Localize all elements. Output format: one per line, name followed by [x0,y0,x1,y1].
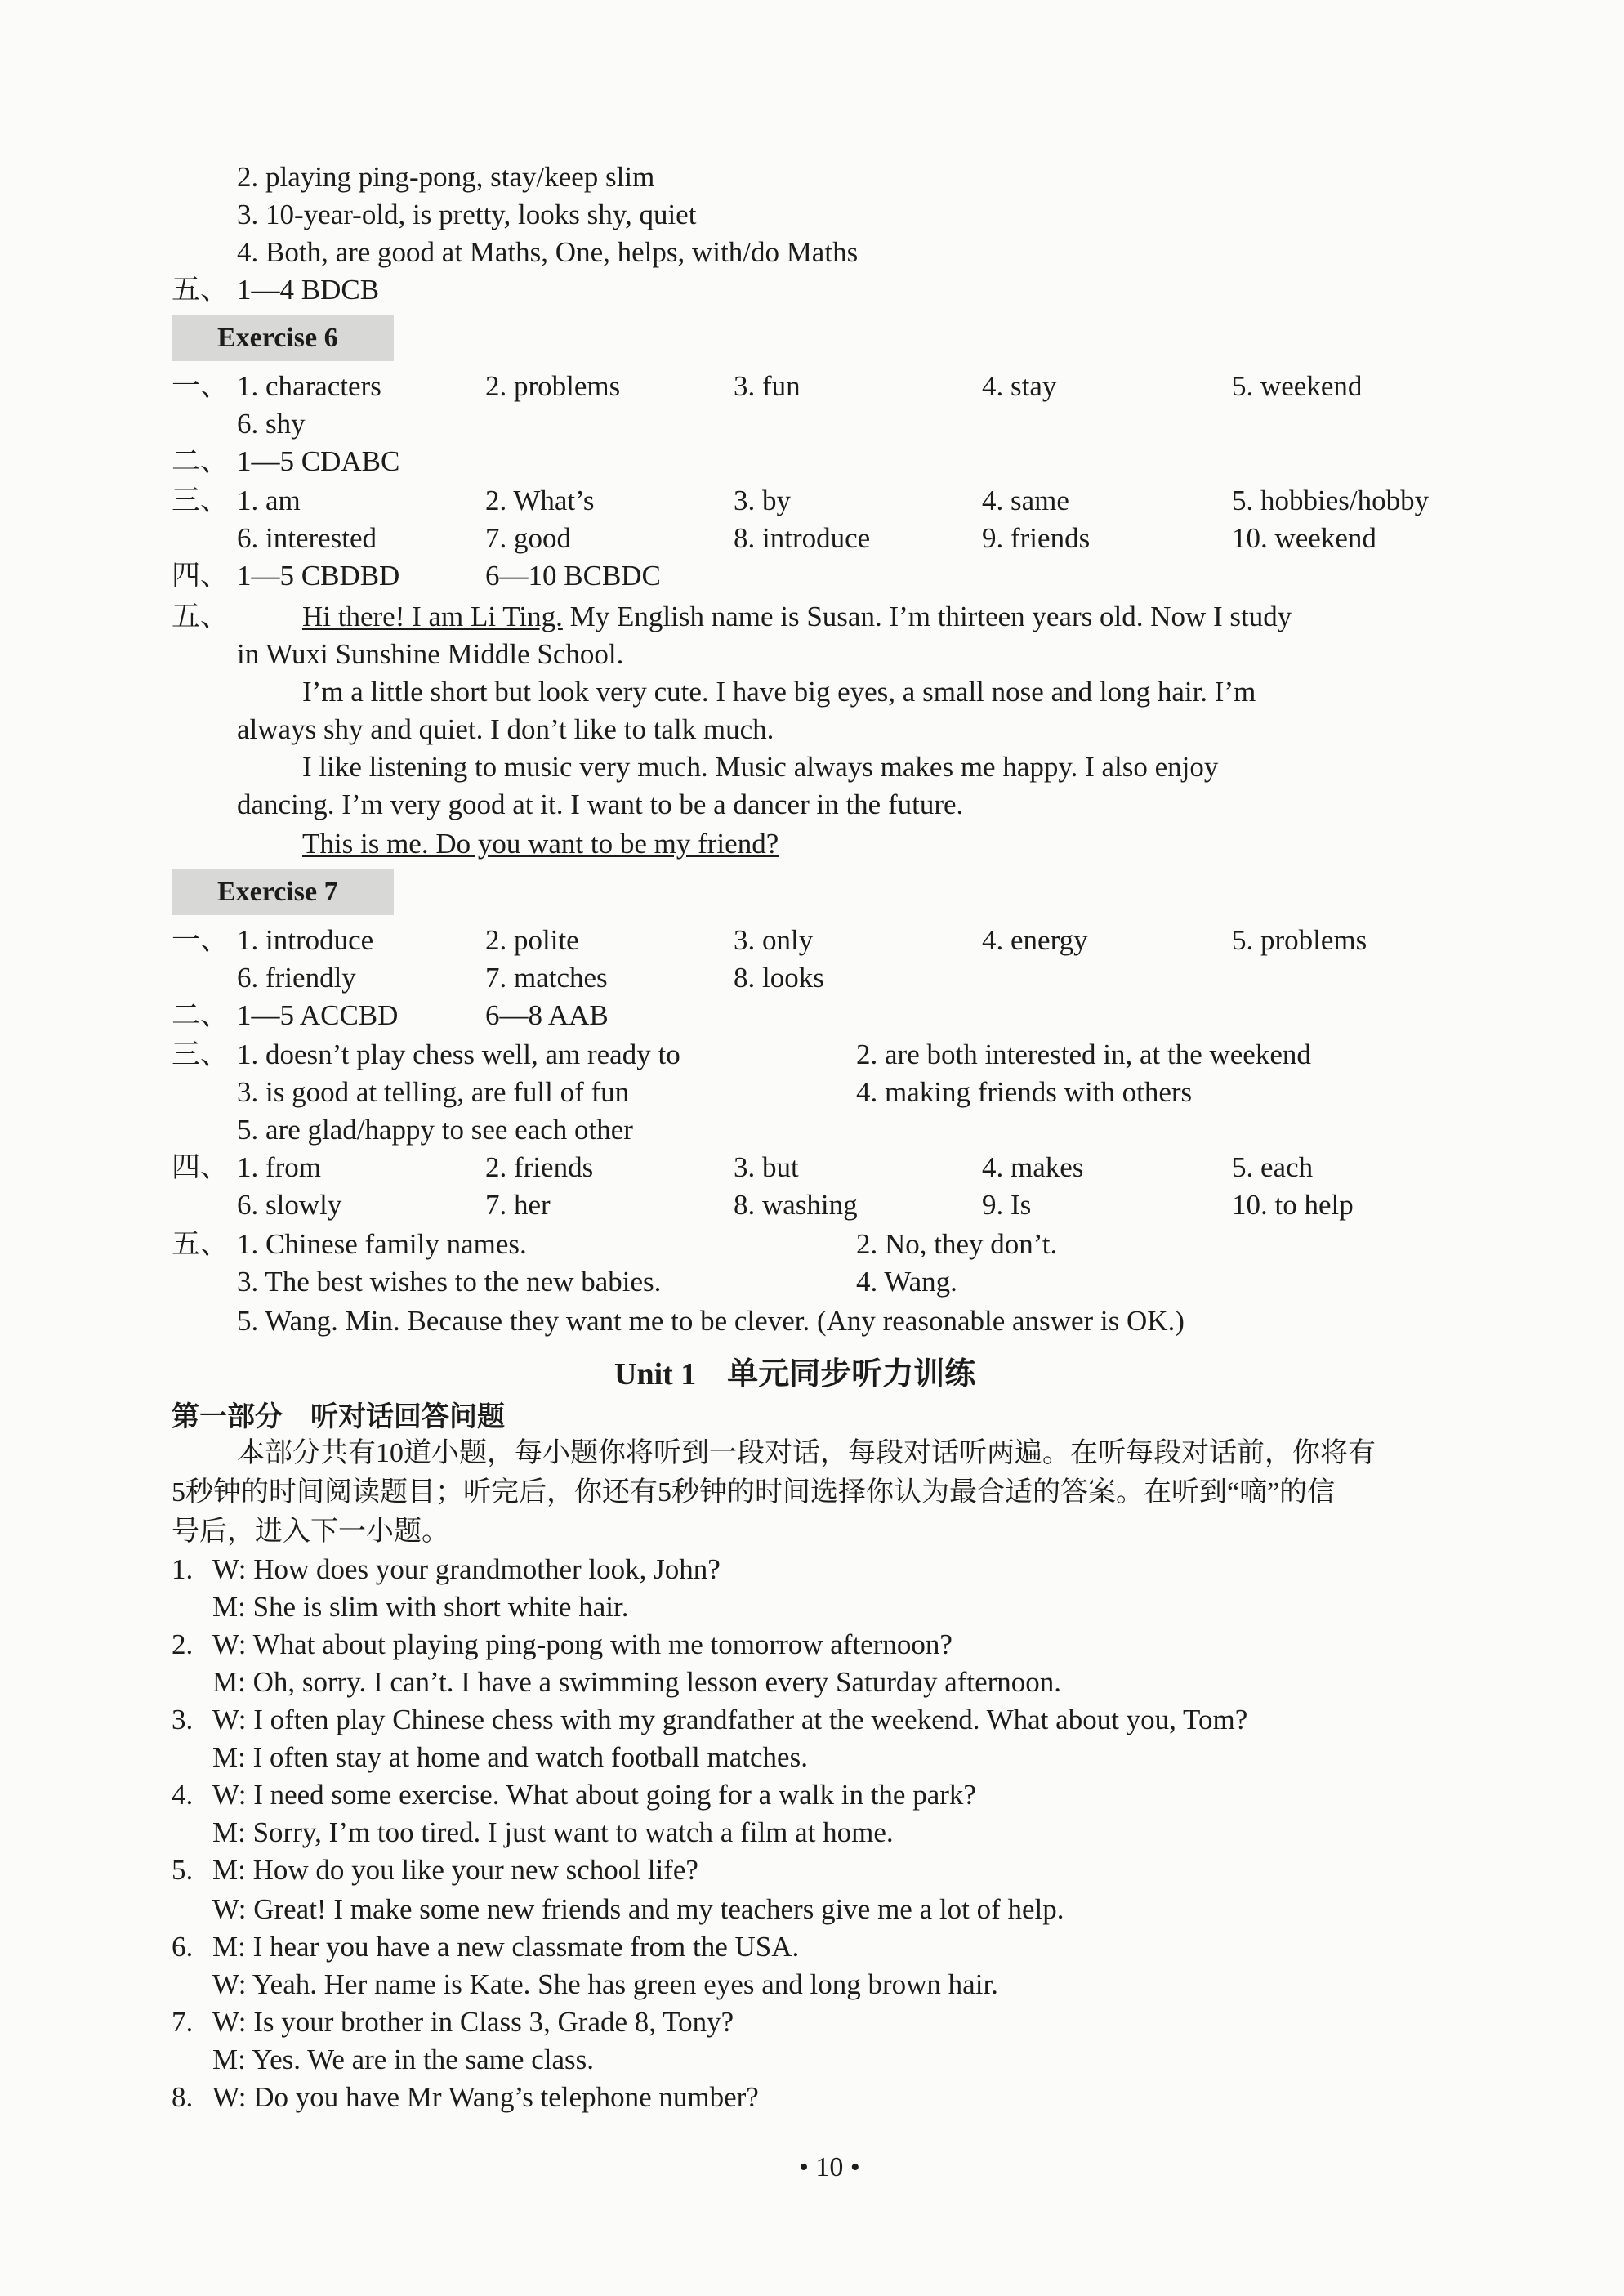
dialog-line: W: I need some exercise. What about going for a walk in the park? [212,1779,976,1811]
section-mark: 五、 [172,1228,230,1260]
answer: 8. looks [734,962,824,994]
answer: 4. energy [982,924,1088,956]
section-mark: 一、 [172,924,230,956]
answer: 1—4 BDCB [237,274,380,306]
answer: 9. friends [982,522,1091,554]
answer: 2. are both interested in, at the weekend [856,1039,1311,1070]
ex6-section-1-row-2: 6. shy [237,408,306,440]
section-mark: 四、 [172,1151,230,1183]
answer: 6—10 BCBDC [485,560,661,592]
answer: 2. polite [485,924,579,956]
page-number: • 10 • [799,2152,860,2182]
dialog-2-reply: M: Oh, sorry. I can’t. I have a swimming lesson every Saturday afternoon. [212,1666,1062,1698]
answer: 1—5 CDABC [237,445,400,477]
answer: 3. by [734,485,791,516]
unit-title: Unit 1 单元同步听力训练 [614,1357,976,1391]
section-mark: 一、 [172,370,230,402]
dialog-line: W: What about playing ping-pong with me tomorrow afternoon? [212,1628,953,1660]
answer: 1—5 CBDBD [237,560,400,592]
ex6-essay-line-5: I like listening to music very much. Music always makes me happy. I also enjoy [302,751,1219,783]
answer: 1. am [237,485,301,516]
dialog-7-reply: M: Yes. We are in the same class. [212,2044,595,2075]
ex6-essay-closing: This is me. Do you want to be my friend? [302,828,779,860]
dialog-number: 6. [172,1931,194,1963]
dialog-number: 4. [172,1779,194,1811]
intro-line-2: 5秒钟的时间阅读题目；听完后，你还有5秒钟的时间选择你认为最合适的答案。在听到“嘀”的信 [172,1477,1336,1508]
dialog-line: M: I hear you have a new classmate from the USA. [212,1931,800,1963]
ex7-section-5-row-3: 5. Wang. Min. Because they want me to be clever. (Any reasonable answer is OK.) [237,1305,1185,1337]
exercise-7-header: Exercise 7 [172,869,394,915]
ex6-essay-line-2: in Wuxi Sunshine Middle School. [237,638,624,670]
dialog-number: 5. [172,1854,194,1886]
prev-line-4: 4. Both, are good at Maths, One, helps, with/do Maths [237,236,859,268]
answer: 6—8 AAB [485,999,609,1031]
answer: 2. problems [485,370,621,402]
answer: 4. Wang. [856,1266,957,1298]
intro-line-1: 本部分共有10道小题，每小题你将听到一段对话，每段对话听两遍。在听每段对话前，你将有 [237,1438,1376,1468]
answer: 1. introduce [237,924,374,956]
dialog-3-reply: M: I often stay at home and watch football matches. [212,1741,808,1773]
answer: 4. makes [982,1151,1084,1183]
section-mark: 三、 [172,485,230,516]
dialog-number: 8. [172,2081,194,2113]
dialog-number: 1. [172,1553,194,1585]
answer: 1—5 ACCBD [237,999,399,1031]
essay-opening: Hi there! I am Li Ting. [302,601,563,632]
section-mark: 五、 [172,274,230,306]
dialog-line: W: Is your brother in Class 3, Grade 8, Tony? [212,2006,734,2038]
ex6-essay-line-4: always shy and quiet. I don’t like to talk much. [237,713,774,745]
dialog-line: W: How does your grandmother look, John? [212,1553,721,1585]
answer: 10. to help [1232,1189,1354,1221]
answer: 3. The best wishes to the new babies. [237,1266,662,1298]
dialog-line: W: I often play Chinese chess with my grandfather at the weekend. What about you, Tom? [212,1704,1248,1735]
prev-line-2: 2. playing ping-pong, stay/keep slim [237,161,655,193]
answer: 9. Is [982,1189,1032,1221]
dialog-5-reply: W: Great! I make some new friends and my teachers give me a lot of help. [212,1893,1064,1925]
ex6-essay-line-3: I’m a little short but look very cute. I have big eyes, a small nose and long hair. I’m [302,676,1256,708]
answer: 7. her [485,1189,551,1221]
answer: 5. problems [1232,924,1367,956]
answer: 3. fun [734,370,801,402]
answer: 2. No, they don’t. [856,1228,1058,1260]
section-mark: 四、 [172,560,230,592]
answer: 4. same [982,485,1069,516]
intro-line-3: 号后，进入下一小题。 [172,1517,449,1547]
dialog-line: W: Do you have Mr Wang’s telephone number? [212,2081,759,2113]
answer: 8. washing [734,1189,858,1221]
prev-line-3: 3. 10-year-old, is pretty, looks shy, quiet [237,199,697,230]
answer: 1. characters [237,370,381,402]
answer: 6. slowly [237,1189,342,1221]
dialog-line: M: How do you like your new school life? [212,1854,698,1886]
answer: 1. Chinese family names. [237,1228,527,1260]
answer: 7. matches [485,962,608,994]
section-mark: 三、 [172,1039,230,1070]
answer: 2. friends [485,1151,594,1183]
section-mark: 二、 [172,445,230,477]
answer: 8. introduce [734,522,871,554]
answer: 7. good [485,522,571,554]
answer: 4. making friends with others [856,1076,1193,1108]
dialog-4-reply: M: Sorry, I’m too tired. I just want to watch a film at home. [212,1816,894,1848]
answer: 3. but [734,1151,799,1183]
answer: 5. each [1232,1151,1314,1183]
section-mark: 二、 [172,999,230,1031]
exercise-6-header: Exercise 6 [172,315,394,361]
part-1-title: 第一部分 听对话回答问题 [172,1402,505,1432]
answer: 2. What’s [485,485,595,516]
answer: 4. stay [982,370,1057,402]
dialog-1-reply: M: She is slim with short white hair. [212,1591,629,1623]
answer: 3. only [734,924,814,956]
ex7-section-3-row-3: 5. are glad/happy to see each other [237,1114,633,1146]
answer: 6. interested [237,522,377,554]
answer: 5. weekend [1232,370,1363,402]
dialog-number: 3. [172,1704,194,1735]
answer: 10. weekend [1232,522,1376,554]
dialog-number: 7. [172,2006,194,2038]
answer: 1. from [237,1151,322,1183]
dialog-number: 2. [172,1628,194,1660]
ex6-essay-line-6: dancing. I’m very good at it. I want to be a dancer in the future. [237,788,964,820]
answer: 5. hobbies/hobby [1232,485,1430,516]
dialog-6-reply: W: Yeah. Her name is Kate. She has green eyes and long brown hair. [212,1968,998,2000]
answer: 1. doesn’t play chess well, am ready to [237,1039,680,1070]
section-mark: 五、 [172,601,230,632]
answer: 3. is good at telling, are full of fun [237,1076,630,1108]
answer: 6. friendly [237,962,356,994]
essay-text: My English name is Susan. I’m thirteen years old. Now I study [562,601,1292,632]
